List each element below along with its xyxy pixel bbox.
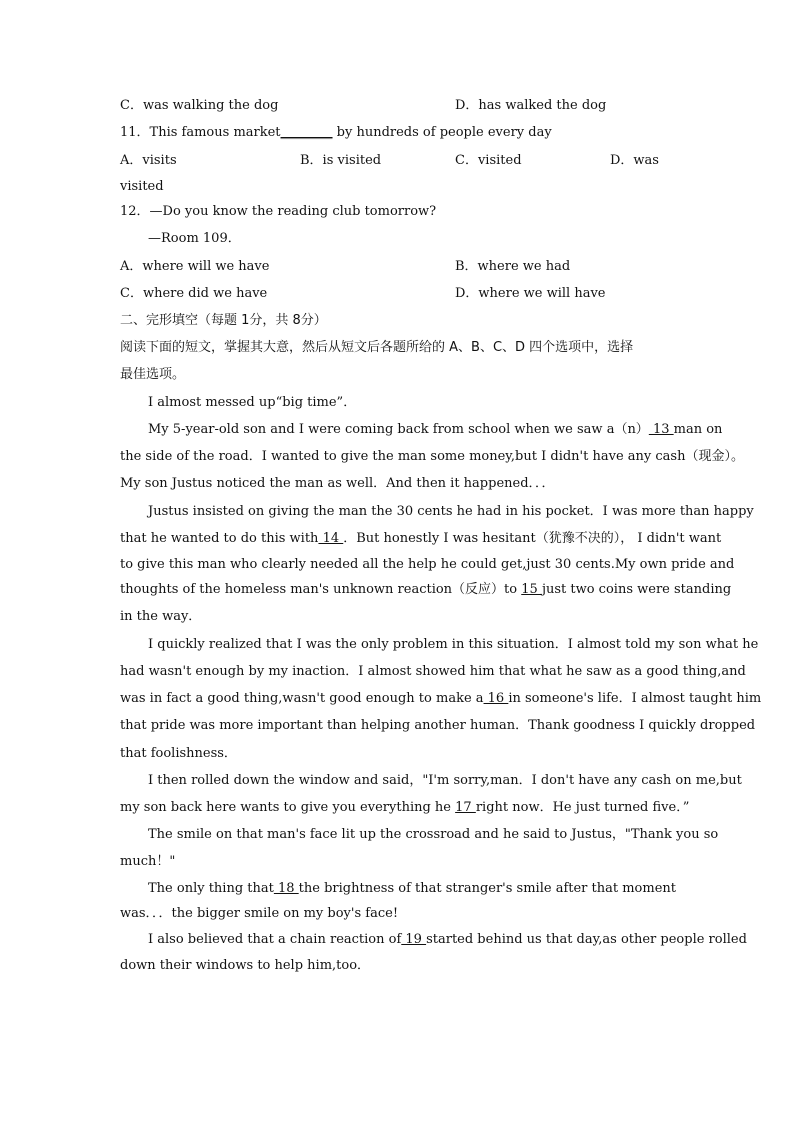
- text-segment: man on: [673, 422, 723, 437]
- q11-stem-post: by hundreds of people every day: [332, 125, 552, 140]
- passage-p6-line2: much！": [120, 854, 176, 869]
- q12-option-a: A．where will we have: [120, 259, 270, 274]
- q11-blank: ________: [280, 125, 333, 140]
- text-segment: thoughts of the homeless man's unknown reaction（反应）to: [120, 582, 522, 597]
- passage-p3-line2: [120, 530, 721, 548]
- passage-p4-line4: that pride was more important than helping another human．Thank goodness I quickly dropped: [120, 718, 756, 733]
- passage-p3-line4: [120, 581, 731, 599]
- text-segment: I also believed that a chain reaction of: [148, 932, 402, 947]
- q11-option-b: B．is visited: [300, 153, 382, 168]
- q12-option-b: B．where we had: [455, 259, 571, 274]
- passage-p3-line3: to give this man who clearly needed all the help he could get,just 30 cents.My own pride and: [120, 557, 735, 572]
- passage-p8-line1: [148, 931, 747, 949]
- q12-stem: 12．—Do you know the reading club tomorrow?: [120, 204, 437, 219]
- blank-14: 14: [318, 531, 344, 546]
- q12-option-d: D．where we will have: [455, 286, 606, 301]
- blank-15: 15: [521, 582, 542, 597]
- q11-stem: [120, 124, 552, 142]
- passage-p2-line2: the side of the road．I wanted to give the man some money,but I didn't have any cash（现金）。: [120, 449, 744, 464]
- blank-18: 18: [273, 881, 299, 896]
- q10-option-d: D．has walked the dog: [455, 98, 607, 113]
- passage-p5-line1: I then rolled down the window and said，"I'm sorry,man．I don't have any cash on me,but: [148, 773, 742, 788]
- text-segment: just two coins were standing: [541, 582, 732, 597]
- passage-p2-line1: [148, 421, 722, 439]
- text-segment: that he wanted to do this with: [120, 531, 319, 546]
- text-segment: my son back here wants to give you everything he: [120, 800, 456, 815]
- passage-p8-line2: down their windows to help him,too．: [120, 958, 371, 973]
- blank-13: 13: [648, 422, 674, 437]
- text-segment: was in fact a good thing,wasn't good enough to make a: [120, 691, 484, 706]
- text-segment: ．But honestly I was hesitant（犹豫不决的）， I didn't want: [343, 531, 722, 546]
- q12-option-c: C．where did we have: [120, 286, 268, 301]
- q11-option-c: C．visited: [455, 153, 522, 168]
- passage-p7-line2: was．．．the bigger smile on my boy's face!: [120, 906, 399, 921]
- passage-p5-line2: [120, 799, 689, 817]
- passage-p1: I almost messed up“big time”．: [148, 395, 357, 410]
- text-segment: The only thing that: [148, 881, 274, 896]
- q10-option-c: C．was walking the dog: [120, 98, 279, 113]
- text-segment: started behind us that day,as other people rolled: [426, 932, 747, 947]
- passage-p4-line5: that foolishness．: [120, 746, 237, 761]
- q12-answer: —Room 109．: [148, 231, 241, 246]
- section-instruction-cont: 最佳选项。: [120, 367, 186, 382]
- passage-p4-line3: [120, 690, 761, 708]
- blank-19: 19: [401, 932, 427, 947]
- passage-p3-line5: in the way．: [120, 609, 202, 624]
- q11-option-d-wrap: visited: [120, 179, 164, 194]
- q11-option-d: D．was: [610, 153, 659, 168]
- passage-p6-line1: The smile on that man's face lit up the crossroad and he said to Justus，"Thank you so: [148, 827, 719, 842]
- blank-17: 17: [455, 800, 476, 815]
- text-segment: right now．He just turned five．”: [475, 800, 690, 815]
- q11-option-a: A．visits: [120, 153, 177, 168]
- passage-p4-line2: had wasn't enough by my inaction．I almost showed him that what he saw as a good thing,and: [120, 664, 746, 679]
- passage-p7-line1: [148, 880, 676, 898]
- section-instruction: 阅读下面的短文，掌握其大意，然后从短文后各题所给的 A、B、C、D 四个选项中，选择: [120, 340, 634, 355]
- passage-p4-line1: I quickly realized that I was the only problem in this situation．I almost told my son what he: [148, 637, 759, 652]
- blank-16: 16: [483, 691, 509, 706]
- text-segment: the brightness of that stranger's smile after that moment: [298, 881, 677, 896]
- passage-p3-line1: Justus insisted on giving the man the 30 cents he had in his pocket．I was more than happy: [148, 504, 754, 519]
- section-title: 二、完形填空（每题 1分，共 8分）: [120, 313, 327, 328]
- text-segment: My 5-year-old son and I were coming back from school when we saw a（n）: [148, 422, 649, 437]
- text-segment: in someone's life．I almost taught him: [508, 691, 762, 706]
- q11-stem-pre: 11．This famous market: [120, 125, 281, 140]
- passage-p2-line3: My son Justus noticed the man as well．And then it happened．．．: [120, 476, 555, 491]
